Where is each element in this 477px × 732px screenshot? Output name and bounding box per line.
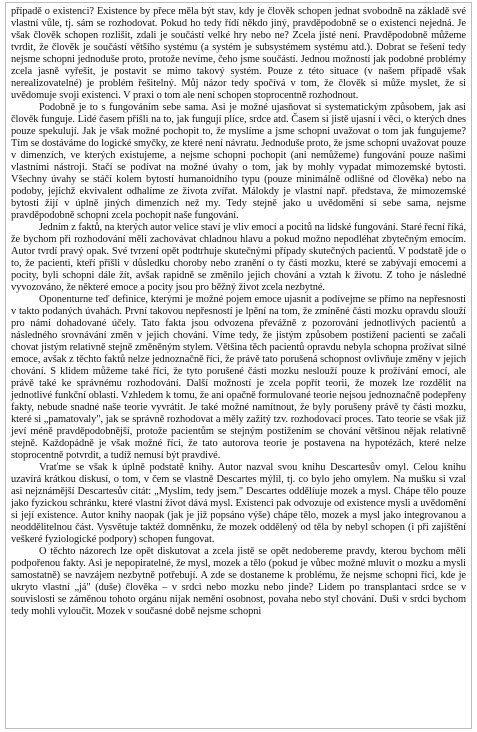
paragraph-descartes: Vraťme se však k úplně podstatě knihy. Autor nazval svou knihu Descartesův omyl. Celou knihu uzavírá krátkou diskusí, o tom, v čem se vlastně Descartes mýlil, tj. co bylo jeho omylem. Na mušku si vzal asi nejznámější Descartesův citát: „Myslím, tedy jsem." Descartes oddělíuje mozek a mysl. Chápe tělo pouze jako fyzickou schránku, které vlastní život dává mysl. Existenci pak odvozuje od existence mysli a uvědomění si její existence. Autor knihy naopak (jak je již popsáno výše) chápe tělo, mozek a mysl jako integrovanou a neoddělitelnou část. Vysvětuje taktéž domněnku, že mozek oddělený od těla by nebyl schopen (i při zajištění veškeré fyziologické podpory) schopen fungovat.: [11, 462, 466, 545]
paragraph-existence: případě o existenci? Existence by přece měla být stav, kdy je člověk schopen jednat svobodně na základě své vlastní vůle, tj. sám se rozhodovat. Pokud ho tedy řídí někdo jiný, pravděpodobně se o existenci nejedná. Je však člověk schopen rozlišit, zdali je součástí velké hry nebo ne? Zcela jisté není. Pravděpodobně můžeme tvrdit, že člověk je součástí většího systému (a systém je subsystémem systému atd.). Dobrat se řešení tedy nejsme schopni jednoduše proto, protože nevíme, čeho jsme součástí. Jednou možností jak podobné problémy zcela jasně vyřešit, je postavit se mimo takový systém. Pouze z této situace (v našem případě však nerealizovatelné) je problém řešitelný. Můj názor tedy spočívá v tom, že člověk si může myslet, že si uvědomuje svoji existenci. V praxi o tom ale není schopen stoprocentně rozhodnout.: [11, 6, 466, 101]
paragraph-soul: O těchto názorech lze opět diskutovat a zcela jistě se opět nedobereme pravdy, kterou bychom měli podpořenou fakty. Asi je nepopiratelné, že mysl, mozek a tělo (pokud je vůbec možné mluvit o mozku a mysli samostatně) se navzájem nezbytně potřebují. A zde se dostaneme k problému, že nejsme schopni říci, kde je ukryto vlastní „já" (duše) člověka – v srdci nebo mozku nebo jinde? Lidem po transplantaci srdce se v souvislosti se záměnou tohoto orgánu nijak nemění osobnost, povaha nebo styl chování. Duši v srdci bychom tedy mohli vyloučit. Mozek v současné době nejsme schopni: [11, 546, 466, 617]
text-frame: [5, 2, 472, 729]
paragraph-critique: Oponenturne teď definice, kterými je možné pojem emoce ujasnit a podívejme se přímo na nepřesnosti v takto podaných úvahách. První takovou nepřesností je lpění na tom, že zmíněné části mozku opravdu slouží pro námi dohadované účely. Tato fakta jsou odvozena převážně z pozorování jednotlivých pacientů a následného srovnávání změn v jejich chování. Víme tedy, že jistým způsobem postižení pacienti se začali chovat jistým relativně stejně změněným stylem. Většina těch pacientů opravdu nebyla schopna prožívat silné emoce, avšak z těchto faktů nelze jednoznačně říci, že právě tato porušená schopnost ovlivňuje změny v jejich chování. S klidem můžeme také říci, že tyto porušené části mozku neslouží pouze k prožívání emocí, ale právě také ke správnému rozhodování. Další možností je zcela popřít teorii, že mozek lze rozdělit na jednotlivé funkční oblasti. Vzhledem k tomu, že ani opačně formulované teorie nejsou jednoznačně podepřeny fakty, nebude snadné naše teorie vyvrátit. Je také možné namítnout, že byly porušeny právě ty části mozku, které si „pamatovaly", jak se správně rozhodovat a měly zažitý tzv. rozhodovací proces. Tato teorie se však již jeví méně pravděpodobnější, protože pacientům se stejným postižením se chování většinou nějak relativně stejně. Každopádně je však možné říci, že tato autorova teorie je postavena na hypotézách, které nelze stoprocentně potvrdit, a tudíž nemusí být pravdivé.: [11, 294, 466, 461]
paragraph-functioning: Podobně je to s fungováním sebe sama. Asi je možné ujasňovat si systematickým způsobem, jak asi člověk funguje. Lidé časem přišli na to, jak fungují plíce, srdce atd. Časem si jistě ujasní i věci, o kterých dnes pouze spekulují. Jak je však možné pochopit to, že myslíme a jsme schopni uvažovat o tom jak fungujeme? Tím se dostáváme do logické smyčky, ze které není návratu. Jednoduše proto, že jsme schopni uvažovat pouze v dimenzích, ve kterých existujeme, a nejsme schopni pochopit (ani nemůžeme) fungování pouze našimi vlastními nástroji. Stačí se podívat na možné úvahy o tom, jak by mohly vypadat mimozemské bytosti. Všechny úvahy se stáčí kolem bytostí humanoidního typu (pouze minimálně odlišné od člověka) nebo na podoby, jejichž ekvivalent odhalíme ze života zvířat. Málokdy je vlastní např. představa, že mimozemské bytosti žijí v úplně jiných dimenzích než my. Tedy stejně jako u uvědomění si sebe sama, nejsme pravděpodobně schopni zcela pochopit naše fungování.: [11, 102, 466, 221]
paragraph-emotions: Jedním z faktů, na kterých autor velice staví je vliv emocí a pocitů na lidské fungování. Staré řecní říká, že bychom při rozhodování měli zachovávat chladnou hlavu a pokud možno nepodléhat zbytečným emocím. Autor tvrdí pravý opak. Své tvrzení opět podtrhuje skutečnými případy skutečných pacientů. V podstatě jde o to, že pacienti, kteří přišli v důsledku choroby nebo zranění o ty části mozku, které se zabývají emocemi a pocity, byli schopni dále žít, avšak rapidně se změnilo jejich chování a vztah k životu. Z toho je následné vyvozováno, že některé emoce a pocity jsou pro běžný život zcela nezbytné.: [11, 222, 466, 293]
